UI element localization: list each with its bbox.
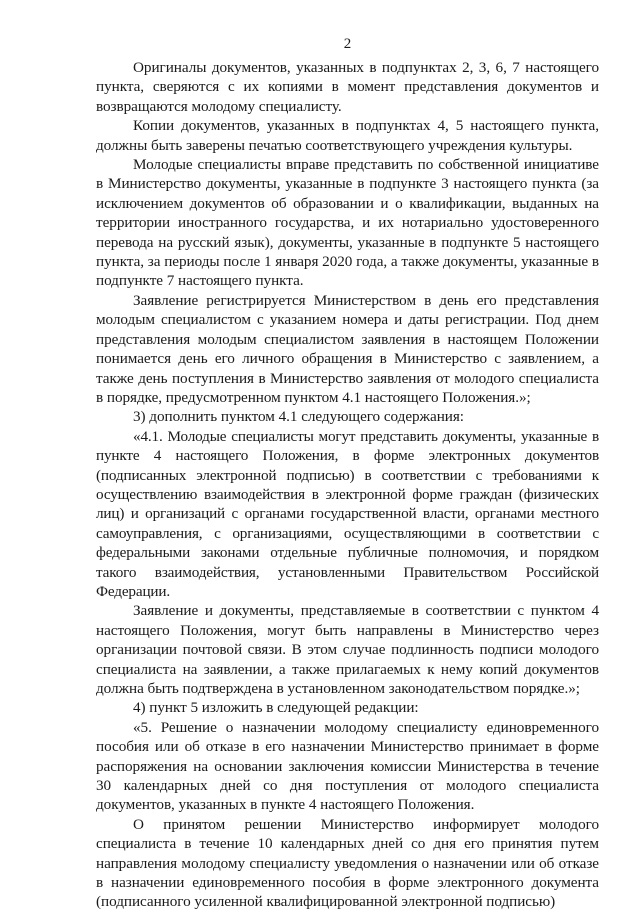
paragraph-originals-verification: Оригиналы документов, указанных в подпунктах 2, 3, 6, 7 настоящего пункта, сверяются с их копиями в момент представления документов и возвращаются молодому специалисту. (96, 59, 599, 115)
paragraph-copies-certification: Копии документов, указанных в подпунктах 4, 5 настоящего пункта, должны быть заверены печатью соответствующего учреждения культуры. (96, 117, 599, 154)
page-number: 2 (343, 36, 352, 52)
paragraph-amendment-4: 4) пункт 5 изложить в следующей редакции: (133, 699, 419, 717)
paragraph-clause-5-decision: «5. Решение о назначении молодому специалисту единовременного пособия или об отказе в его назначении Министерство принимает в форме распоряжения на основании заключения комиссии Министерства в течение 30 календарных дней со дня поступления от молодого специалиста документов, указанных в пункте 4 настоящего Положения. (96, 718, 599, 814)
paragraph-application-registration: Заявление регистрируется Министерством в день его представления молодым специалистом с указанием номера и даты регистрации. Под днем представления молодым специалистом заявления в настоящем Положении понимается день его личного обращения в Министерство с заявлением, а также день поступления в Министерство заявления от молодого специалиста в порядке, предусмотренном пунктом 4.1 настоящего Положения.»; (96, 291, 599, 406)
paragraph-own-initiative-documents: Молодые специалисты вправе представить по собственной инициативе в Министерство документы, указанные в подпункте 3 настоящего пункта (за исключением документов об образовании и о квалификации, выданных на территории иностранного государства, и их нотариально удостоверенного перевода на русский язык), документы, указанные в подпункте 5 настоящего пункта, за периоды после 1 января 2020 года, а также документы, указанные в подпункте 7 настоящего пункта. (96, 156, 599, 290)
paragraph-decision-notification: О принятом решении Министерство информирует молодого специалиста в течение 10 календарных дней со дня его принятия путем направления молодому специалисту уведомления о назначении или об отказе в назначении единовременного пособия в форме электронного документа (подписанного усиленной квалифицированной электронной подписью) (96, 815, 599, 911)
paragraph-postal-submission: Заявление и документы, представляемые в соответствии с пунктом 4 настоящего Положения, могут быть направлены в Министерство через организации почтовой связи. В этом случае подлинность подписи молодого специалиста на заявлении, а также прилагаемых к нему копий документов должна быть подтверждена в установленном законодательством порядке.»; (96, 602, 599, 697)
paragraph-amendment-3: 3) дополнить пунктом 4.1 следующего содержания: (133, 408, 464, 426)
document-page (96, 34, 599, 912)
paragraph-clause-4-1: «4.1. Молодые специалисты могут представить документы, указанные в пункте 4 настоящего Положения, в форме электронных документов (подписанных электронной подписью) в соответствии с требованиями к осуществлению взаимодействия в электронной форме граждан (физических лиц) и организаций с органами государственной власти, органами местного самоуправления, с организациями, осуществляющими в соответствии с федеральными законами отдельные публичные полномочия, и порядком такого взаимодействия, установленными Правительством Российской Федерации. (96, 427, 599, 600)
